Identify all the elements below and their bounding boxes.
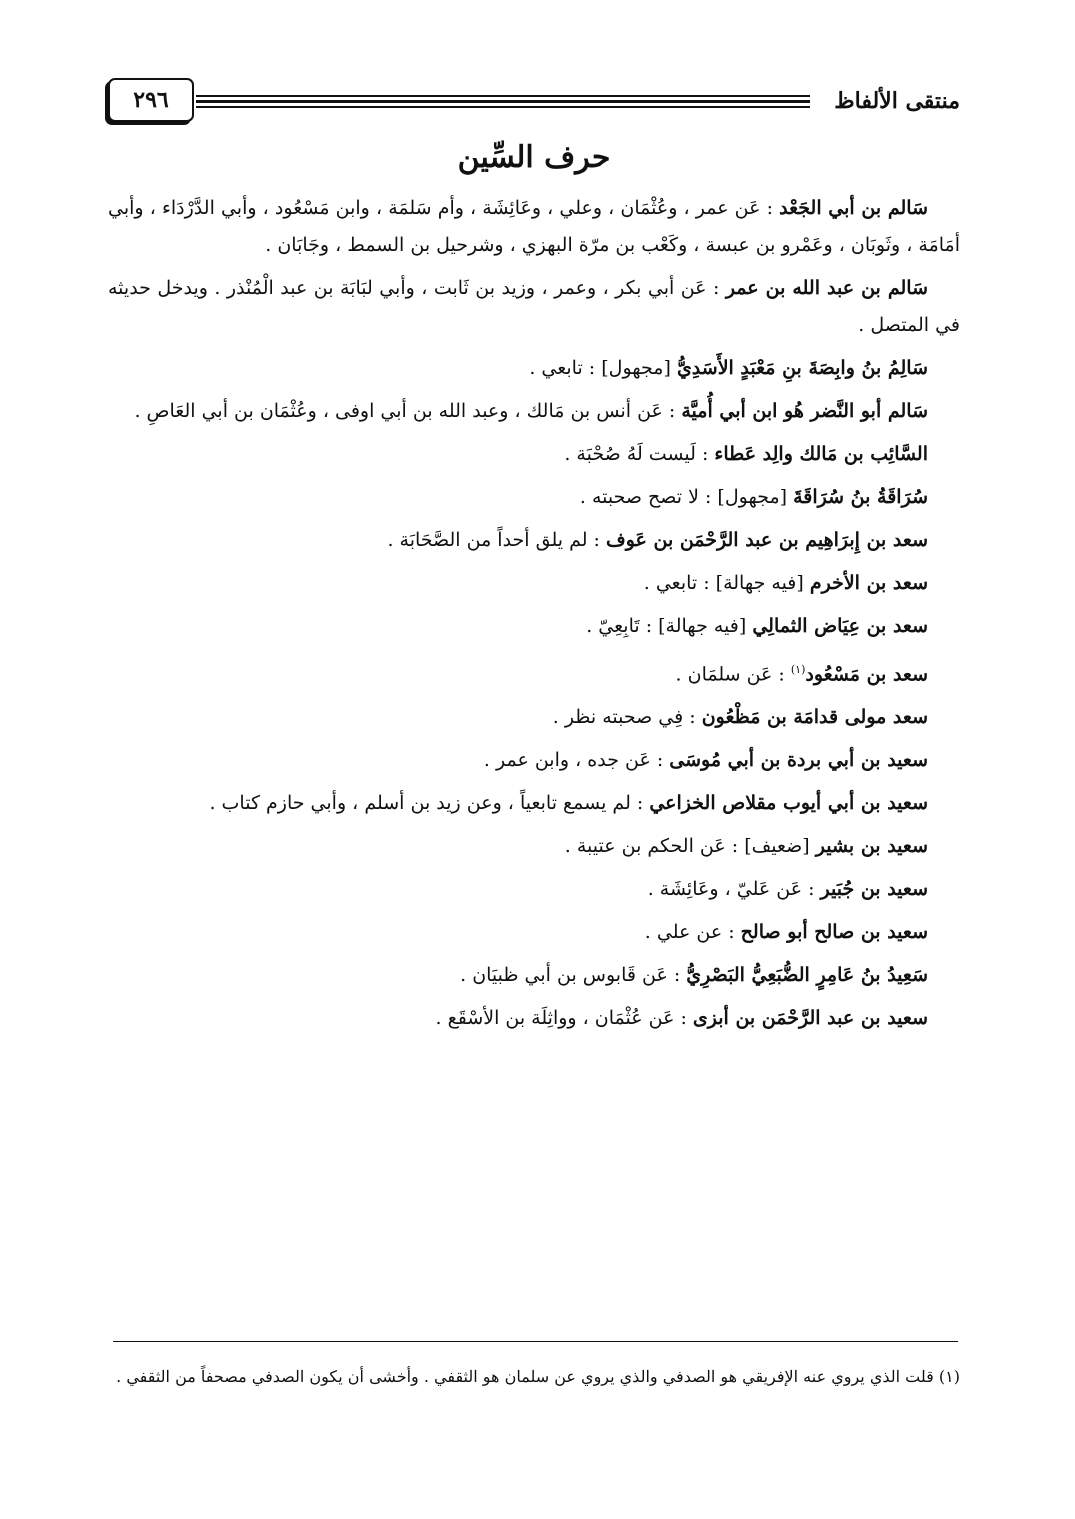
entry-name: سَالم بن عبد الله بن عمر [725,277,928,299]
entry [108,436,960,473]
entry-name: سعيد بن بشير [815,835,928,858]
entry [108,742,960,779]
entry-text: : عَن أنس بن مَالك ، وعبد الله بن أبي اوفى ، وعُثْمَان بن أبي العَاصِ . [134,400,682,422]
entry [108,699,960,736]
entry [108,393,960,430]
entry-name: سعد بن الأخرم [809,572,928,594]
entry-text: : فِي صحبته نظر . [552,706,702,729]
entry [108,1000,960,1037]
entry [108,190,960,264]
entry-text: [مجهول] : تابعي . [529,357,677,379]
entry [108,651,960,693]
entry [108,608,960,645]
entry [108,914,960,951]
entry-text: : عن علي . [644,921,741,944]
entry [108,350,960,387]
footnote: (١) قلت الذي يروي عنه الإفريقي هو الصدفي والذي يروي عن سلمان هو الثقفي . وأخشى أن يكون الصدفي مصحفاً من الثقفي . [116,1367,960,1386]
entry-name: سعيد بن جُبَير [820,878,928,901]
entry-text: : عَن جده ، وابن عمر . [483,749,670,772]
entry [108,270,960,344]
entry [108,479,960,516]
entry-text: [فيه جهالة] : تابعي . [643,572,810,594]
entry-name: سعد بن إِبرَاهِيم بن عبد الرَّحْمَن بن عَوف [606,529,928,551]
entry-text: : عَن قَابوس بن أبي ظبيَان . [460,964,687,987]
entry [108,871,960,908]
entry-name: سَالم بن أبي الجَعْد [779,197,929,219]
entries-list [108,190,960,1043]
entry-text: : لم يسمع تابعياً ، وعن زيد بن أسلم ، وأبي حازم كتاب . [209,792,650,815]
entry-name: سعد مولى قدامَة بن مَظْعُون [701,706,928,729]
entry-text: : عَن أبي بكر ، وعمر ، وزيد بن ثَابت ، وأبي لبَابَة بن عبد الْمُنْذر . ويدخل حديثه في المتصل . [108,277,960,336]
footnote-divider [113,1341,958,1342]
header-rule [196,106,810,108]
running-title: منتقى الألفاظ [834,88,960,114]
entry-text: [فيه جهالة] : تَابِعِيّ . [586,615,753,637]
entry-name: سعيد بن صالح أبو صالح [740,921,928,944]
entry-text: [مجهول] : لا تصح صحبته . [579,486,794,508]
entry-text: : لَيست لَهُ صُحْبَة . [564,443,715,465]
entry [108,828,960,865]
header-rules [196,94,810,110]
entry-text: : عَن عُثْمَان ، وواثِلَة بن الأسْقَع . [435,1007,693,1030]
entry-name: السَّائِب بن مَالك والِد عَطاء [714,443,928,465]
header-rule [196,95,810,97]
entry [108,785,960,822]
entry-name: سعد بن مَسْعُود [805,663,928,686]
header-rule [196,100,810,103]
page-header [108,78,960,130]
entry-name: سَالم أبو النَّضر هُو ابن أبي أُميَّة [681,400,928,422]
entry-name: سَعِيدُ بنُ عَامِرٍ الضُّبَعِيُّ البَصْرِيُّ [686,964,928,987]
entry-text: : عَن عمر ، وعُثْمَان ، وعلي ، وعَائِشَة ، وأم سَلمَة ، وابن مَسْعُود ، وأبي الدَّرْدَاء ، وأبي أمَامَة ، وثَوبَان ، وعَمْرو بن عبسة ، وكَعْب بن مرّة البهزي ، وشرحيل بن السمط ، وجَابَان . [108,197,960,256]
entry-name: سَالِمُ بنُ وابِصَةَ بنِ مَعْبَدٍ الأَسَدِيُّ [676,357,928,379]
entry-name: سُرَاقَةُ بنُ سُرَاقَةَ [793,486,928,508]
entry-name: سعيد بن أبي أيوب مقلاص الخزاعي [649,792,928,815]
entry-text: : لم يلق أحداً من الصَّحَابَة . [387,529,607,551]
entry-text: : عَن سلمَان . [675,663,791,686]
entry-name: سعيد بن أبي بردة بن أبي مُوسَى [669,749,928,772]
entry-name: سعد بن عِيَاض الثمالِي [752,615,928,637]
entry-name: سعيد بن عبد الرَّحْمَن بن أبزى [692,1007,928,1030]
chapter-title: حرف السِّين [457,140,611,175]
entry [108,565,960,602]
entry-text: [ضعيف] : عَن الحكم بن عتيبة . [564,835,816,858]
entry [108,522,960,559]
entry [108,957,960,994]
entry-text: : عَن عَليّ ، وعَائِشَة . [647,878,821,901]
footnote-ref: (١) [790,663,806,676]
page-number: ٢٩٦ [108,78,194,122]
